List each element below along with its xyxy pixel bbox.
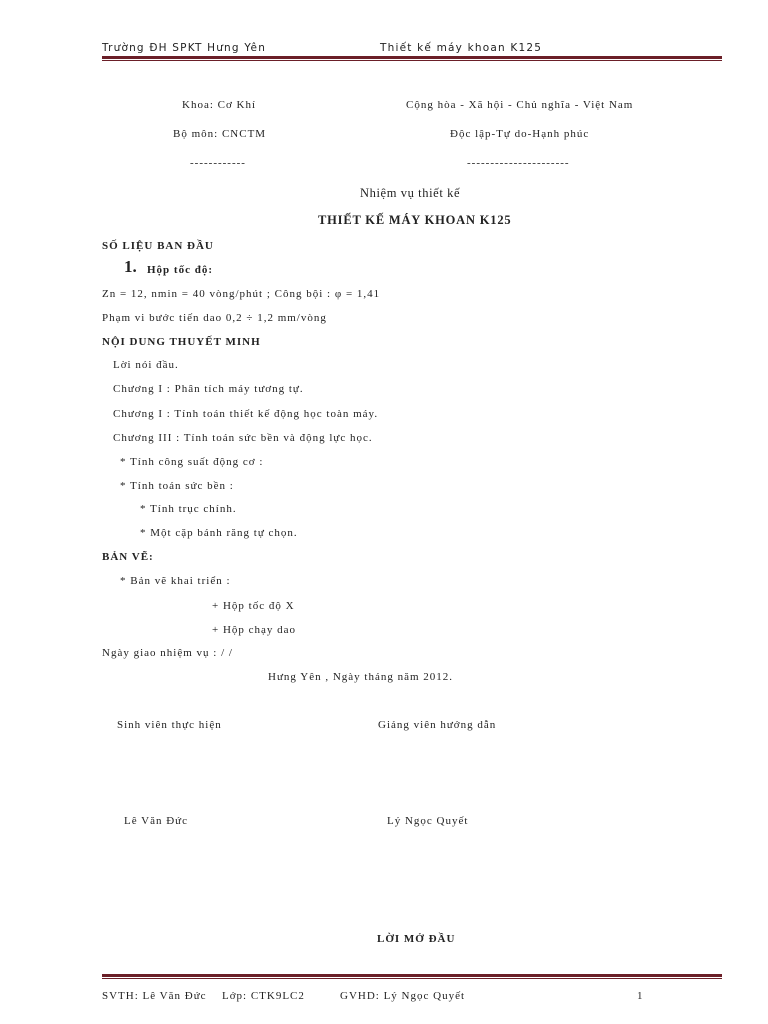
gearbox-label: Hộp tốc độ: [147,264,213,276]
department-label: Bộ môn: CNCTM [173,128,267,140]
assign-date: Ngày giao nhiệm vụ : / / [102,647,233,659]
spec-line: Zn = 12, nmin = 40 vòng/phút ; Công bội : φ = 1,41 [102,288,381,300]
student-name: Lê Văn Đức [124,815,189,827]
section-initial-data: SỐ LIỆU BAN ĐẦU [102,240,214,252]
bullet-motor-power: * Tính công suất động cơ : [120,456,264,468]
country-label: Cộng hòa - Xã hội - Chủ nghĩa - Việt Nam [406,99,634,111]
preface-heading: LỜI MỞ ĐẦU [377,933,456,945]
header-doc-title: Thiết kế máy khoan K125 [380,42,543,54]
header-rule-thin [102,60,722,61]
header-rule-thick [102,56,722,59]
drawing-item-speed-box: + Hộp tốc độ X [212,600,295,612]
place-date: Hưng Yên , Ngày tháng năm 2012. [268,671,454,683]
bullet-strength: * Tính toán sức bền : [120,480,234,492]
drawing-bullet: * Bản vẽ khai triển : [120,575,231,587]
page-number: 1 [637,990,644,1002]
left-dashes: ------------ [190,157,246,169]
footer-student: SVTH: Lê Văn Đức [102,990,207,1002]
section-drawings: BẢN VẼ: [102,551,154,563]
content-item-preface: Lời nói đầu. [113,359,179,371]
faculty-label: Khoa: Cơ Khí [182,99,257,111]
header-school: Trường ĐH SPKT Hưng Yên [102,42,267,54]
sub-bullet-spindle: * Tính trục chính. [140,503,237,515]
feed-line: Phạm vi bước tiến dao 0,2 ÷ 1,2 mm/vòng [102,312,327,324]
motto-label: Độc lập-Tự do-Hạnh phúc [450,128,590,140]
teacher-name: Lý Ngọc Quyết [387,815,469,827]
content-item-chapter-1: Chương I : Phân tích máy tương tự. [113,383,304,395]
content-item-chapter-3: Chương III : Tính toán sức bền và động lực học. [113,432,373,444]
right-dashes: ---------------------- [467,157,570,169]
sub-bullet-gear-pair: * Một cặp bánh răng tự chọn. [140,527,298,539]
footer-rule-thin [102,978,722,979]
task-label: Nhiệm vụ thiết kế [360,186,461,200]
main-title: THIẾT KẾ MÁY KHOAN K125 [318,213,512,227]
section-content: NỘI DUNG THUYẾT MINH [102,336,261,348]
gearbox-number: 1. [124,257,137,276]
drawing-item-feed-box: + Hộp chạy dao [212,624,297,636]
footer-class: Lớp: CTK9LC2 [222,990,305,1002]
student-role: Sinh viên thực hiện [117,719,222,731]
footer-advisor: GVHD: Lý Ngọc Quyết [340,990,466,1002]
footer-rule-thick [102,974,722,977]
teacher-role: Giảng viên hướng dẫn [378,719,497,731]
content-item-chapter-2: Chương I : Tính toán thiết kế động học toàn máy. [113,408,379,420]
